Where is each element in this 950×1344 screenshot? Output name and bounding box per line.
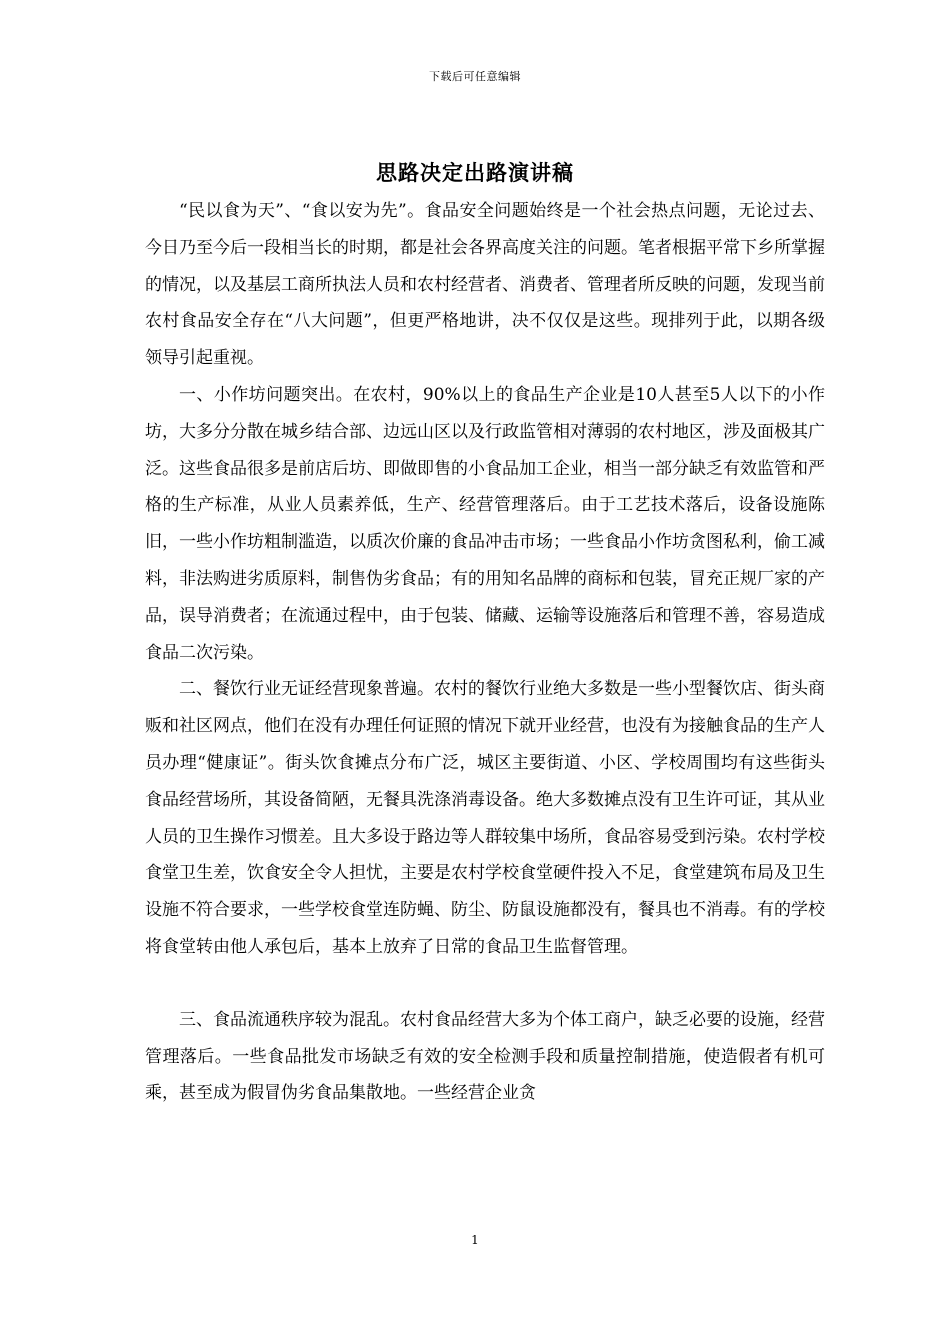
document-body: [145, 193, 825, 1112]
paragraph-intro: “民以食为天”、“食以安为先”。食品安全问题始终是一个社会热点问题，无论过去、今日乃至今后一段相当长的时期，都是社会各界高度关注的问题。笔者根据平常下乡所掌握的情况，以及基层工商所执法人员和农村经营者、消费者、管理者所反映的问题，发现当前农村食品安全存在“八大问题”，但更严格地讲，决不仅仅是这些。现排列于此，以期各级领导引起重视。: [145, 201, 825, 369]
paragraph-section-2: 二、餐饮行业无证经营现象普遍。农村的餐饮行业绝大多数是一些小型餐饮店、街头商贩和社区网点，他们在没有办理任何证照的情况下就开业经营，也没有为接触食品的生产人员办理“健康证”。街头饮食摊点分布广泛，城区主要街道、小区、学校周围均有这些街头食品经营场所，其设备简陋，无餐具洗涤消毒设备。绝大多数摊点没有卫生许可证，其从业人员的卫生操作习惯差。且大多设于路边等人群较集中场所，食品容易受到污染。农村学校食堂卫生差，饮食安全令人担忧，主要是农村学校食堂硬件投入不足，食堂建筑布局及卫生设施不符合要求，一些学校食堂连防蝇、防尘、防鼠设施都没有，餐具也不消毒。有的学校将食堂转由他人承包后，基本上放弃了日常的食品卫生监督管理。: [145, 679, 825, 957]
paragraph-section-1: 一、小作坊问题突出。在农村，90%以上的食品生产企业是10人甚至5人以下的小作坊，大多分分散在城乡结合部、边远山区以及行政监管相对薄弱的农村地区，涉及面极其广泛。这些食品很多是前店后坊、即做即售的小食品加工企业，相当一部分缺乏有效监管和严格的生产标准，从业人员素养低，生产、经营管理落后。由于工艺技术落后，设备设施陈旧，一些小作坊粗制滥造，以质次价廉的食品冲击市场；一些食品小作坊贪图私利，偷工减料，非法购进劣质原料，制售伪劣食品；有的用知名品牌的商标和包装，冒充正规厂家的产品，误导消费者；在流通过程中，由于包装、储藏、运输等设施落后和管理不善，容易造成食品二次污染。: [145, 384, 825, 663]
paragraph-section-3: 三、食品流通秩序较为混乱。农村食品经营大多为个体工商户，缺乏必要的设施，经营管理落后。一些食品批发市场缺乏有效的安全检测手段和质量控制措施，使造假者有机可乘，甚至成为假冒伪劣食品集散地。一些经营企业贪: [145, 1009, 825, 1104]
header-note: 下载后可任意编辑: [429, 70, 521, 83]
page-number: 1: [471, 1233, 479, 1247]
document-title: 思路决定出路演讲稿: [376, 160, 574, 185]
